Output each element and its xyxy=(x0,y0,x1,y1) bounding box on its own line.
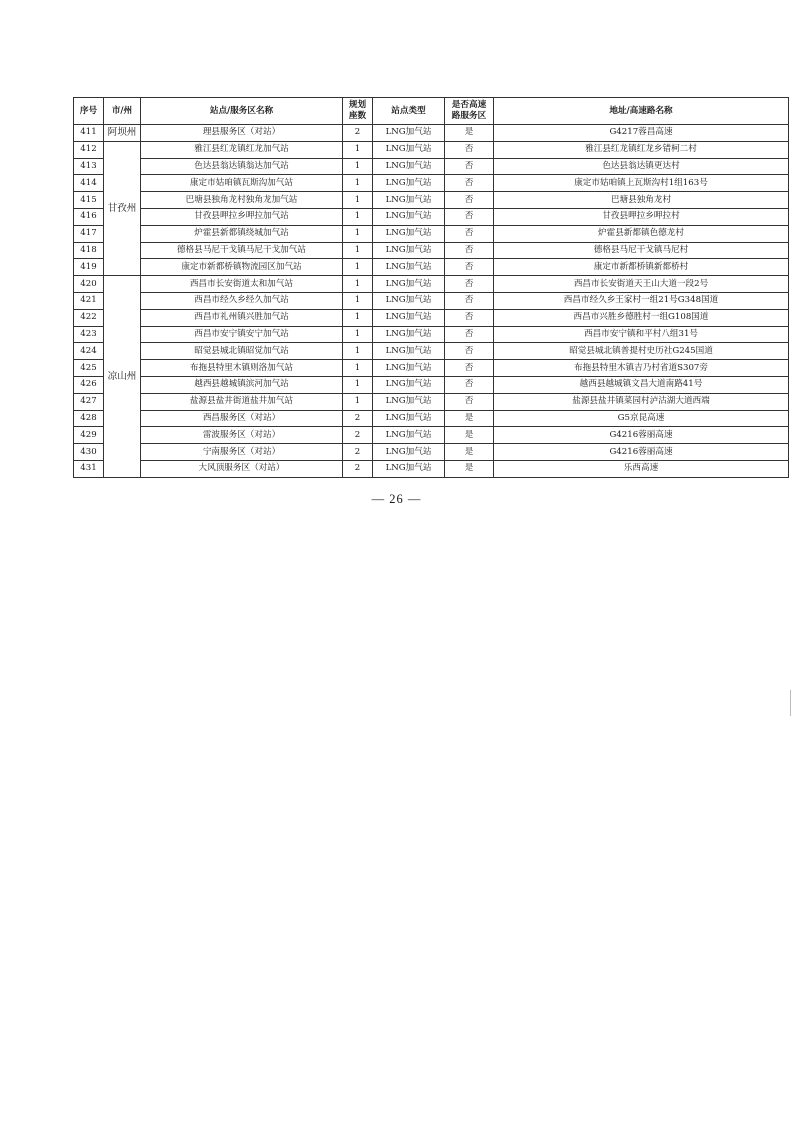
header-highway xyxy=(445,98,494,125)
table-row xyxy=(74,326,789,343)
cell-type: LNG加气站 xyxy=(373,125,445,142)
cell-planned-count: 1 xyxy=(343,309,373,326)
header-highway-line1: 是否高速 xyxy=(451,100,487,110)
table-row xyxy=(74,427,789,444)
cell-highway: 是 xyxy=(445,444,494,461)
header-no: 序号 xyxy=(74,98,104,125)
cell-address: 巴塘县独角龙村 xyxy=(494,192,789,209)
cell-type: LNG加气站 xyxy=(373,292,445,309)
header-address: 地址/高速路名称 xyxy=(494,98,789,125)
cell-name: 西昌服务区（对站） xyxy=(141,410,343,427)
cell-planned-count: 2 xyxy=(343,460,373,477)
header-highway-line2: 路服务区 xyxy=(451,111,487,121)
cell-address: 德格县马尼干戈镇马尼村 xyxy=(494,242,789,259)
table-row xyxy=(74,444,789,461)
cell-name: 雷波服务区（对站） xyxy=(141,427,343,444)
cell-highway: 否 xyxy=(445,175,494,192)
table-row xyxy=(74,158,789,175)
cell-name: 布拖县特里木镇则洛加气站 xyxy=(141,360,343,377)
cell-address: G4216蓉丽高速 xyxy=(494,444,789,461)
cell-type: LNG加气站 xyxy=(373,444,445,461)
cell-planned-count: 1 xyxy=(343,376,373,393)
table-row xyxy=(74,343,789,360)
header-planned-count xyxy=(343,98,373,125)
cell-name: 德格县马尼干戈镇马尼干戈加气站 xyxy=(141,242,343,259)
cell-no: 416 xyxy=(74,208,104,225)
table-row xyxy=(74,225,789,242)
cell-type: LNG加气站 xyxy=(373,259,445,276)
cell-address: 乐西高速 xyxy=(494,460,789,477)
cell-no: 414 xyxy=(74,175,104,192)
cell-type: LNG加气站 xyxy=(373,343,445,360)
cell-highway: 是 xyxy=(445,427,494,444)
cell-type: LNG加气站 xyxy=(373,410,445,427)
cell-address: 西昌市安宁镇和平村八组31号 xyxy=(494,326,789,343)
cell-planned-count: 1 xyxy=(343,192,373,209)
table-row xyxy=(74,192,789,209)
cell-planned-count: 1 xyxy=(343,225,373,242)
cell-region: 凉山州 xyxy=(104,276,141,478)
cell-no: 427 xyxy=(74,393,104,410)
cell-address: 盐源县盐井镇菜园村泸沽湖大道西端 xyxy=(494,393,789,410)
scan-edge-mark xyxy=(790,690,791,716)
cell-address: 色达县翁达镇更达村 xyxy=(494,158,789,175)
cell-no: 411 xyxy=(74,125,104,142)
cell-name: 宁南服务区（对站） xyxy=(141,444,343,461)
cell-name: 理县服务区（对站） xyxy=(141,125,343,142)
cell-address: G4216蓉丽高速 xyxy=(494,427,789,444)
cell-no: 415 xyxy=(74,192,104,209)
cell-name: 越西县越城镇滨河加气站 xyxy=(141,376,343,393)
cell-planned-count: 2 xyxy=(343,427,373,444)
cell-planned-count: 1 xyxy=(343,158,373,175)
cell-highway: 否 xyxy=(445,292,494,309)
table-row xyxy=(74,242,789,259)
cell-no: 425 xyxy=(74,360,104,377)
cell-type: LNG加气站 xyxy=(373,393,445,410)
cell-highway: 否 xyxy=(445,192,494,209)
cell-name: 康定市新都桥镇物流园区加气站 xyxy=(141,259,343,276)
cell-type: LNG加气站 xyxy=(373,192,445,209)
cell-address: 越西县越城镇文昌大道南路41号 xyxy=(494,376,789,393)
cell-highway: 否 xyxy=(445,242,494,259)
cell-type: LNG加气站 xyxy=(373,225,445,242)
cell-no: 426 xyxy=(74,376,104,393)
cell-name: 康定市姑咱镇瓦斯沟加气站 xyxy=(141,175,343,192)
cell-no: 424 xyxy=(74,343,104,360)
cell-highway: 是 xyxy=(445,460,494,477)
cell-planned-count: 1 xyxy=(343,292,373,309)
cell-type: LNG加气站 xyxy=(373,360,445,377)
cell-no: 413 xyxy=(74,158,104,175)
cell-address: 西昌市长安街道天王山大道一段2号 xyxy=(494,276,789,293)
table-row xyxy=(74,141,789,158)
cell-no: 421 xyxy=(74,292,104,309)
table-row xyxy=(74,410,789,427)
cell-name: 巴塘县独角龙村独角龙加气站 xyxy=(141,192,343,209)
cell-type: LNG加气站 xyxy=(373,158,445,175)
table-header xyxy=(74,98,789,125)
cell-name: 甘孜县呷拉乡呷拉加气站 xyxy=(141,208,343,225)
cell-address: 西昌市经久乡王家村一组21号G348国道 xyxy=(494,292,789,309)
cell-highway: 否 xyxy=(445,208,494,225)
cell-name: 西昌市安宁镇安宁加气站 xyxy=(141,326,343,343)
stations-table xyxy=(73,97,789,478)
cell-no: 430 xyxy=(74,444,104,461)
cell-type: LNG加气站 xyxy=(373,208,445,225)
table-row xyxy=(74,208,789,225)
cell-highway: 否 xyxy=(445,158,494,175)
header-region: 市/州 xyxy=(104,98,141,125)
page-number: — 26 — xyxy=(371,492,422,506)
cell-planned-count: 1 xyxy=(343,343,373,360)
table-row xyxy=(74,276,789,293)
cell-no: 420 xyxy=(74,276,104,293)
cell-no: 423 xyxy=(74,326,104,343)
cell-address: 昭觉县城北镇普提村史历社G245国道 xyxy=(494,343,789,360)
cell-planned-count: 2 xyxy=(343,125,373,142)
header-type: 站点类型 xyxy=(373,98,445,125)
cell-address: 雅江县红龙镇红龙乡错柯二村 xyxy=(494,141,789,158)
table-row xyxy=(74,376,789,393)
cell-address: 布拖县特里木镇吉乃村省道S307旁 xyxy=(494,360,789,377)
cell-address: 康定市姑咱镇上瓦斯沟村1组163号 xyxy=(494,175,789,192)
cell-no: 419 xyxy=(74,259,104,276)
table-row xyxy=(74,125,789,142)
cell-type: LNG加气站 xyxy=(373,242,445,259)
cell-planned-count: 1 xyxy=(343,175,373,192)
cell-highway: 否 xyxy=(445,309,494,326)
table-row xyxy=(74,360,789,377)
cell-highway: 否 xyxy=(445,225,494,242)
cell-address: G5京昆高速 xyxy=(494,410,789,427)
cell-type: LNG加气站 xyxy=(373,175,445,192)
cell-address: 炉霍县新都镇色德龙村 xyxy=(494,225,789,242)
cell-no: 417 xyxy=(74,225,104,242)
cell-address: 西昌市兴胜乡德胜村一组G108国道 xyxy=(494,309,789,326)
cell-type: LNG加气站 xyxy=(373,326,445,343)
cell-no: 422 xyxy=(74,309,104,326)
cell-highway: 否 xyxy=(445,343,494,360)
table-row xyxy=(74,259,789,276)
cell-type: LNG加气站 xyxy=(373,460,445,477)
cell-type: LNG加气站 xyxy=(373,141,445,158)
cell-planned-count: 1 xyxy=(343,326,373,343)
cell-name: 西昌市长安街道太和加气站 xyxy=(141,276,343,293)
cell-name: 西昌市礼州镇兴胜加气站 xyxy=(141,309,343,326)
header-planned-line2: 座数 xyxy=(348,111,367,121)
cell-planned-count: 1 xyxy=(343,242,373,259)
cell-address: 康定市新都桥镇新都桥村 xyxy=(494,259,789,276)
cell-name: 色达县翁达镇翁达加气站 xyxy=(141,158,343,175)
cell-highway: 否 xyxy=(445,376,494,393)
cell-name: 昭觉县城北镇昭觉加气站 xyxy=(141,343,343,360)
cell-planned-count: 1 xyxy=(343,259,373,276)
cell-highway: 否 xyxy=(445,276,494,293)
cell-highway: 否 xyxy=(445,360,494,377)
cell-no: 429 xyxy=(74,427,104,444)
cell-highway: 是 xyxy=(445,410,494,427)
table-row xyxy=(74,309,789,326)
cell-planned-count: 1 xyxy=(343,208,373,225)
cell-highway: 否 xyxy=(445,326,494,343)
cell-region: 甘孜州 xyxy=(104,141,141,275)
header-name: 站点/服务区名称 xyxy=(141,98,343,125)
cell-type: LNG加气站 xyxy=(373,376,445,393)
table-row xyxy=(74,292,789,309)
cell-planned-count: 2 xyxy=(343,444,373,461)
header-row xyxy=(74,98,789,125)
cell-planned-count: 1 xyxy=(343,360,373,377)
cell-name: 炉霍县新都镇绕城加气站 xyxy=(141,225,343,242)
cell-highway: 否 xyxy=(445,141,494,158)
cell-no: 412 xyxy=(74,141,104,158)
cell-no: 418 xyxy=(74,242,104,259)
cell-highway: 否 xyxy=(445,393,494,410)
cell-address: 甘孜县呷拉乡呷拉村 xyxy=(494,208,789,225)
cell-highway: 是 xyxy=(445,125,494,142)
cell-planned-count: 2 xyxy=(343,410,373,427)
cell-type: LNG加气站 xyxy=(373,427,445,444)
cell-planned-count: 1 xyxy=(343,141,373,158)
cell-region: 阿坝州 xyxy=(104,125,141,142)
table-row xyxy=(74,460,789,477)
cell-planned-count: 1 xyxy=(343,393,373,410)
cell-type: LNG加气站 xyxy=(373,309,445,326)
table-body xyxy=(74,125,789,478)
cell-highway: 否 xyxy=(445,259,494,276)
cell-planned-count: 1 xyxy=(343,276,373,293)
cell-type: LNG加气站 xyxy=(373,276,445,293)
cell-name: 大风顶服务区（对站） xyxy=(141,460,343,477)
cell-name: 西昌市经久乡经久加气站 xyxy=(141,292,343,309)
cell-no: 428 xyxy=(74,410,104,427)
table-row xyxy=(74,175,789,192)
cell-address: G4217蓉昌高速 xyxy=(494,125,789,142)
table-row xyxy=(74,393,789,410)
header-planned-line1: 规划 xyxy=(348,100,367,110)
cell-no: 431 xyxy=(74,460,104,477)
cell-name: 盐源县盐井街道盐井加气站 xyxy=(141,393,343,410)
cell-name: 雅江县红龙镇红龙加气站 xyxy=(141,141,343,158)
